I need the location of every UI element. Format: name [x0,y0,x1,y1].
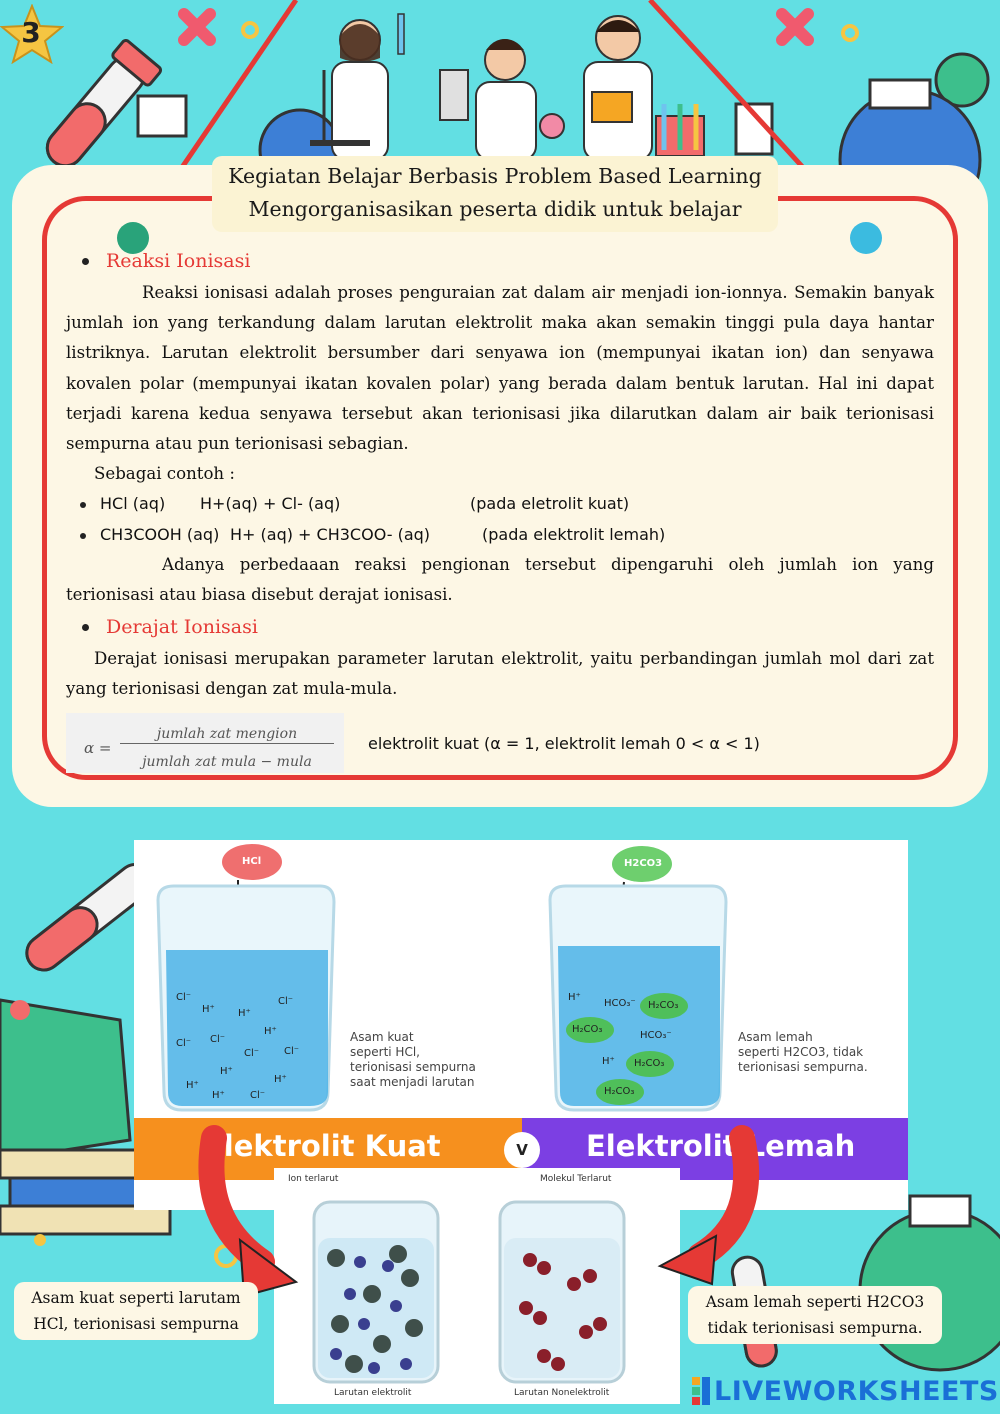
vs-badge: V [504,1132,540,1168]
note-line: tidak terionisasi sempurna. [707,1319,923,1337]
caption-line: seperti H2CO3, tidak [738,1045,864,1059]
ion: Cl⁻ [284,1046,300,1057]
caption-line: terionisasi sempurna. [738,1060,868,1074]
ion: H⁺ [238,1008,251,1019]
ion: H⁺ [212,1090,225,1101]
example-note: (pada eletrolit kuat) [470,494,630,514]
note-line: Asam kuat seperti larutam [31,1289,241,1307]
formula-symbol: α = [84,738,112,757]
ion: H⁺ [568,992,581,1003]
page-number: 3 [21,16,41,49]
header-line-1: Kegiatan Belajar Berbasis Problem Based Learning [228,164,762,188]
ion: H₂CO₃ [572,1024,603,1035]
section-title-reaksi-ionisasi: Reaksi Ionisasi [66,244,934,278]
arrow-left-icon [211,1138,262,1262]
ion: H⁺ [602,1056,615,1067]
molecule-h2co3: H2CO3 [624,858,663,869]
watermark-text: LIVEWORKSHEETS [714,1376,999,1407]
molecule-hcl: HCl [242,856,262,867]
ion: H⁺ [264,1026,277,1037]
note-line: HCl, terionisasi sempurna [33,1315,239,1333]
liveworksheets-watermark [692,1376,999,1407]
caption-line: saat menjadi larutan [350,1075,475,1089]
paragraph-closing: Adanya perbedaaan reaksi pengionan tersebut dipengaruhi oleh jumlah ion yang terionisasi atau biasa disebut derajat ionisasi. [66,554,934,605]
ion: Cl⁻ [176,1038,192,1049]
band-label-weak: Elektrolit Lemah [586,1129,856,1163]
band-label-strong: Elektrolit Kuat [204,1129,441,1163]
note-weak-acid [688,1286,942,1344]
formula-denominator: jumlah zat mula − mula [142,753,312,770]
liveworksheets-logo-icon [692,1377,712,1405]
ion: Cl⁻ [244,1048,260,1059]
label-molekul-terlarut: Molekul Terlarut [540,1174,612,1184]
caption-line: Asam lemah [738,1030,813,1044]
header-line-2: Mengorganisasikan peserta didik untuk belajar [248,197,742,221]
label-larutan-nonelektrolit: Larutan Nonelektrolit [514,1388,610,1398]
ion: H⁺ [274,1074,287,1085]
example-note: (pada elektrolit lemah) [482,524,666,544]
ion: Cl⁻ [250,1090,266,1101]
ion: H₂CO₃ [648,1000,679,1011]
example-reactant: CH3COOH (aq) [100,524,220,544]
ion: HCO₃⁻ [640,1030,672,1041]
ion: H₂CO₃ [634,1058,665,1069]
example-reactant: HCl (aq) [100,494,166,514]
example-product: H+(aq) + Cl- (aq) [200,494,341,514]
paragraph-derajat-ionisasi: Derajat ionisasi merupakan parameter larutan elektrolit, yaitu perbandingan jumlah mol dari zat yang terionisasi dengan zat mula-mula. [66,649,934,699]
example-product: H+ (aq) + CH3COO- (aq) [230,524,431,544]
note-strong-acid [14,1282,258,1340]
paragraph-reaksi-ionisasi: Reaksi ionisasi adalah proses penguraian zat dalam air menjadi ion-ionnya. Semakin banyak jumlah ion yang terkandung dalam larutan elektrolit maka akan semakin tinggi pula daya hantar listriknya. Larutan elektrolit bersumber dari senyawa ion (mempunyai ikatan ion) dan senyawa kovalen polar (mempunyai ikatan kovalen polar) yang berada dalam bentuk larutan. Hal ini dapat terjadi karena kedua senyawa tersebut akan terionisasi jika dilarutkan dalam air baik terionisasi sempurna atau pun terionisasi sebagian. [66,283,934,454]
ion: HCO₃⁻ [604,998,636,1009]
arrow-right-icon [700,1138,746,1256]
caption-line: seperti HCl, [350,1045,420,1059]
ion: H⁺ [220,1066,233,1077]
label-ion-terlarut: Ion terlarut [288,1174,339,1184]
ion: Cl⁻ [210,1034,226,1045]
label-larutan-elektrolit: Larutan elektrolit [334,1388,412,1398]
ion: Cl⁻ [176,992,192,1003]
formula-numerator: jumlah zat mengion [156,725,298,742]
formula-note: elektrolit kuat (α = 1, elektrolit lemah 0 < α < 1) [368,733,760,753]
ion: H₂CO₃ [604,1086,635,1097]
caption-line: Asam kuat [350,1030,414,1044]
example-intro: Sebagai contoh : [94,464,235,484]
ion: H⁺ [186,1080,199,1091]
note-line: Asam lemah seperti H2CO3 [705,1293,925,1311]
ion: Cl⁻ [278,996,294,1007]
section-title-derajat-ionisasi: Derajat Ionisasi [66,610,934,644]
caption-line: terionisasi sempurna [350,1060,476,1074]
ion: H⁺ [202,1004,215,1015]
